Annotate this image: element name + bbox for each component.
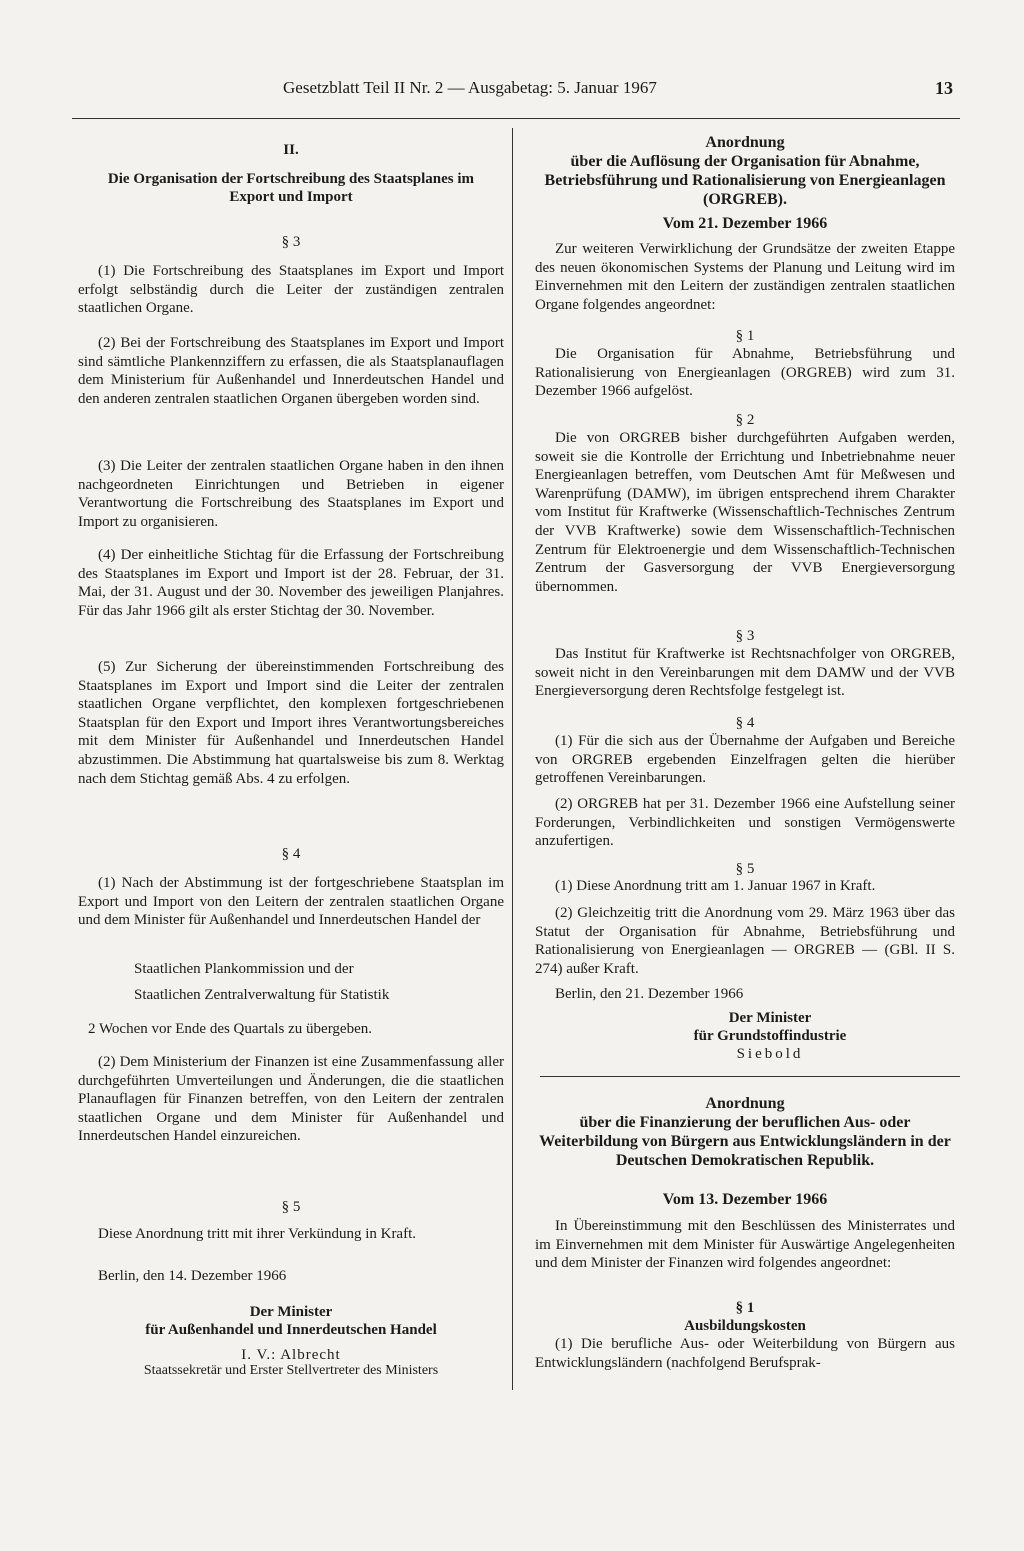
- decree1-s3-heading: § 3: [735, 628, 755, 644]
- s3-paragraph-1: (1) Die Fortschreibung des Staatsplanes im Export und Import erfolgt selbständig durch die Leiter der zuständigen zentralen staatlichen Organe.: [78, 263, 504, 317]
- decree1-place-date: Berlin, den 21. Dezember 1966: [555, 986, 744, 1002]
- s4-paragraph-2: (2) Dem Ministerium der Finanzen ist eine Zusammenfassung aller durchgeführten Umverteilungen und Änderungen, die die staatlichen Planauflagen für Finanzen betreffen, von den Leitern der zentralen staatlichen Organe und dem Minister für Außenhandel und Innerdeutschen Handel einzureichen.: [78, 1054, 504, 1145]
- signature-deputy: I. V.: Albrecht: [241, 1347, 341, 1363]
- decree1-signature-name: Siebold: [736, 1046, 804, 1062]
- decree2-label: Anordnung: [705, 1095, 785, 1112]
- decree2-date: Vom 13. Dezember 1966: [662, 1191, 828, 1208]
- decree1-label: Anordnung: [705, 134, 785, 151]
- decree1-signature-1: Der Minister: [728, 1010, 812, 1026]
- decree2-s1-paragraph-1: (1) Die berufliche Aus- oder Weiterbildung von Bürgern aus Entwicklungsländern (nachfolgend Berufsprak-: [535, 1336, 955, 1371]
- decree1-s4-paragraph-1: (1) Für die sich aus der Übernahme der Aufgaben und Bereiche von ORGREB ergebenden Einzelfragen gelten die hierüber getroffenen Vereinbarungen.: [535, 733, 955, 787]
- decree2-s1-title: Ausbildungskosten: [684, 1318, 806, 1334]
- decree1-s3: Das Institut für Kraftwerke ist Rechtsnachfolger von ORGREB, soweit nicht in den Vereinbarungen mit dem DAMW und der VVB Energieversorgung deren Rechtsfolge festgelegt ist.: [535, 646, 955, 700]
- decree1-s2-heading: § 2: [735, 412, 755, 428]
- decree1-date: Vom 21. Dezember 1966: [662, 215, 828, 232]
- decree1-s2: Die von ORGREB bisher durchgeführten Aufgaben werden, soweit sie die Kontrolle der Errichtung und Inbetriebnahme neuer Energieanlagen betreffen, vom Deutschen Amt für Meßwesen und Warenprüfung (DAMW), im übrigen entsprechend ihrem Charakter vom Institut für Kraftwerke (Wissenschaftlich-Technisches Zentrum der VVB Kraftwerke) sowie dem Wissenschaftlich-Technischen Zentrum für Elektroenergie und dem Wissenschaftlich-Technischen Zentrum der Gasversorgung der VVB Energieversorgung übernommen.: [535, 430, 955, 595]
- s5-heading: § 5: [281, 1199, 301, 1215]
- signature-title-1: Der Minister: [249, 1304, 333, 1320]
- s4-paragraph-1-end: 2 Wochen vor Ende des Quartals zu übergeben.: [88, 1021, 372, 1037]
- decree1-s1-heading: § 1: [735, 328, 755, 344]
- place-date: Berlin, den 14. Dezember 1966: [98, 1268, 287, 1284]
- header-rule: [72, 118, 960, 119]
- s4-paragraph-1: (1) Nach der Abstimmung ist der fortgeschriebene Staatsplan im Export und Import von den Leitern der zentralen staatlichen Organe und dem Minister für Außenhandel und Innerdeutschen Handel der: [78, 875, 504, 929]
- section-title: Die Organisation der Fortschreibung des Staatsplanes im Export und Import: [107, 171, 475, 205]
- decree1-s4-paragraph-2: (2) ORGREB hat per 31. Dezember 1966 eine Aufstellung seiner Forderungen, Verbindlichkeiten und sonstigen Vermögenswerte anzufertigen.: [535, 796, 955, 850]
- decree1-preamble: Zur weiteren Verwirklichung der Grundsätze der zweiten Etappe des neuen ökonomischen Systems der Planung und Leitung wird im Einvernehmen mit den Leitern der zuständigen zentralen staatlichen Organe folgendes angeordnet:: [535, 241, 955, 313]
- decree-separator-rule: [540, 1076, 960, 1077]
- s3-paragraph-2: (2) Bei der Fortschreibung des Staatsplanes im Export und Import sind sämtliche Plankennziffern zu erfassen, die als Staatsplanauflagen dem Ministerium für Außenhandel und Innerdeutschen Handel und den anderen zentralen staatlichen Organen übergeben worden sind.: [78, 335, 504, 407]
- decree1-s5-paragraph-2: (2) Gleichzeitig tritt die Anordnung vom 29. März 1963 über das Statut der Organisation für Abnahme, Betriebsführung und Rationalisierung von Energieanlagen — ORGREB — (GBl. II S. 274) außer Kraft.: [535, 905, 955, 977]
- decree1-s5-paragraph-1: (1) Diese Anordnung tritt am 1. Januar 1967 in Kraft.: [555, 878, 876, 894]
- decree1-signature-2: für Grundstoffindustrie: [693, 1028, 847, 1044]
- s4-recipient-2: Staatlichen Zentralverwaltung für Statistik: [134, 987, 390, 1003]
- s3-paragraph-3: (3) Die Leiter der zentralen staatlichen Organe haben in den ihnen nachgeordneten Einrichtungen und Betrieben in eigener Verantwortung die Fortschreibung des Staatsplanes im Export und Import zu organisieren.: [78, 458, 504, 530]
- column-divider: [512, 128, 513, 1390]
- s3-paragraph-5: (5) Zur Sicherung der übereinstimmenden Fortschreibung des Staatsplanes im Export und Import sind die Leiter der zentralen staatlichen Organe verpflichtet, den komplexen fortgeschriebenen Staatsplan für den Export und Import ihres Verantwortungsbereiches mit dem Minister für Außenhandel und Innerdeutschen Handel abzustimmen. Die Abstimmung hat quartalsweise bis zum 8. Werktag nach dem Stichtag gemäß Abs. 4 zu erfolgen.: [78, 659, 504, 787]
- signature-title-2: für Außenhandel und Innerdeutschen Handel: [145, 1322, 437, 1338]
- s3-paragraph-4: (4) Der einheitliche Stichtag für die Erfassung der Fortschreibung des Staatsplanes im Export und Import ist der 28. Februar, der 31. Mai, der 31. August und der 30. November des jeweiligen Planjahres. Für das Jahr 1966 gilt als erster Stichtag der 30. November.: [78, 547, 504, 619]
- signature-role: Staatssekretär und Erster Stellvertreter des Ministers: [143, 1363, 439, 1378]
- page-header: [283, 78, 953, 102]
- decree1-title: über die Auflösung der Organisation für Abnahme, Betriebsführung und Rationalisierung von Energieanlagen (ORGREB).: [544, 153, 946, 208]
- page-number: 13: [935, 78, 953, 98]
- decree1-s5-heading: § 5: [735, 861, 755, 877]
- header-title: Gesetzblatt Teil II Nr. 2 — Ausgabetag: 5. Januar 1967: [283, 78, 657, 97]
- s4-recipient-1: Staatlichen Plankommission und der: [134, 961, 354, 977]
- decree2-s1-heading: § 1: [735, 1300, 755, 1316]
- section-roman: II.: [283, 142, 299, 158]
- decree1-s4-heading: § 4: [735, 715, 755, 731]
- decree1-s1: Die Organisation für Abnahme, Betriebsführung und Rationalisierung von Energieanlagen (ORGREB) wird zum 31. Dezember 1966 aufgelöst.: [535, 346, 955, 400]
- s4-heading: § 4: [281, 846, 301, 862]
- decree2-preamble: In Übereinstimmung mit den Beschlüssen des Ministerrates und im Einvernehmen mit dem Minister für Auswärtige Angelegenheiten und dem Minister der Finanzen wird folgendes angeordnet:: [535, 1218, 955, 1272]
- s5-text: Diese Anordnung tritt mit ihrer Verkündung in Kraft.: [98, 1226, 417, 1242]
- s3-heading: § 3: [281, 234, 301, 250]
- decree2-title: über die Finanzierung der beruflichen Aus- oder Weiterbildung von Bürgern aus Entwicklungsländern in der Deutschen Demokratischen Republik.: [539, 1114, 951, 1169]
